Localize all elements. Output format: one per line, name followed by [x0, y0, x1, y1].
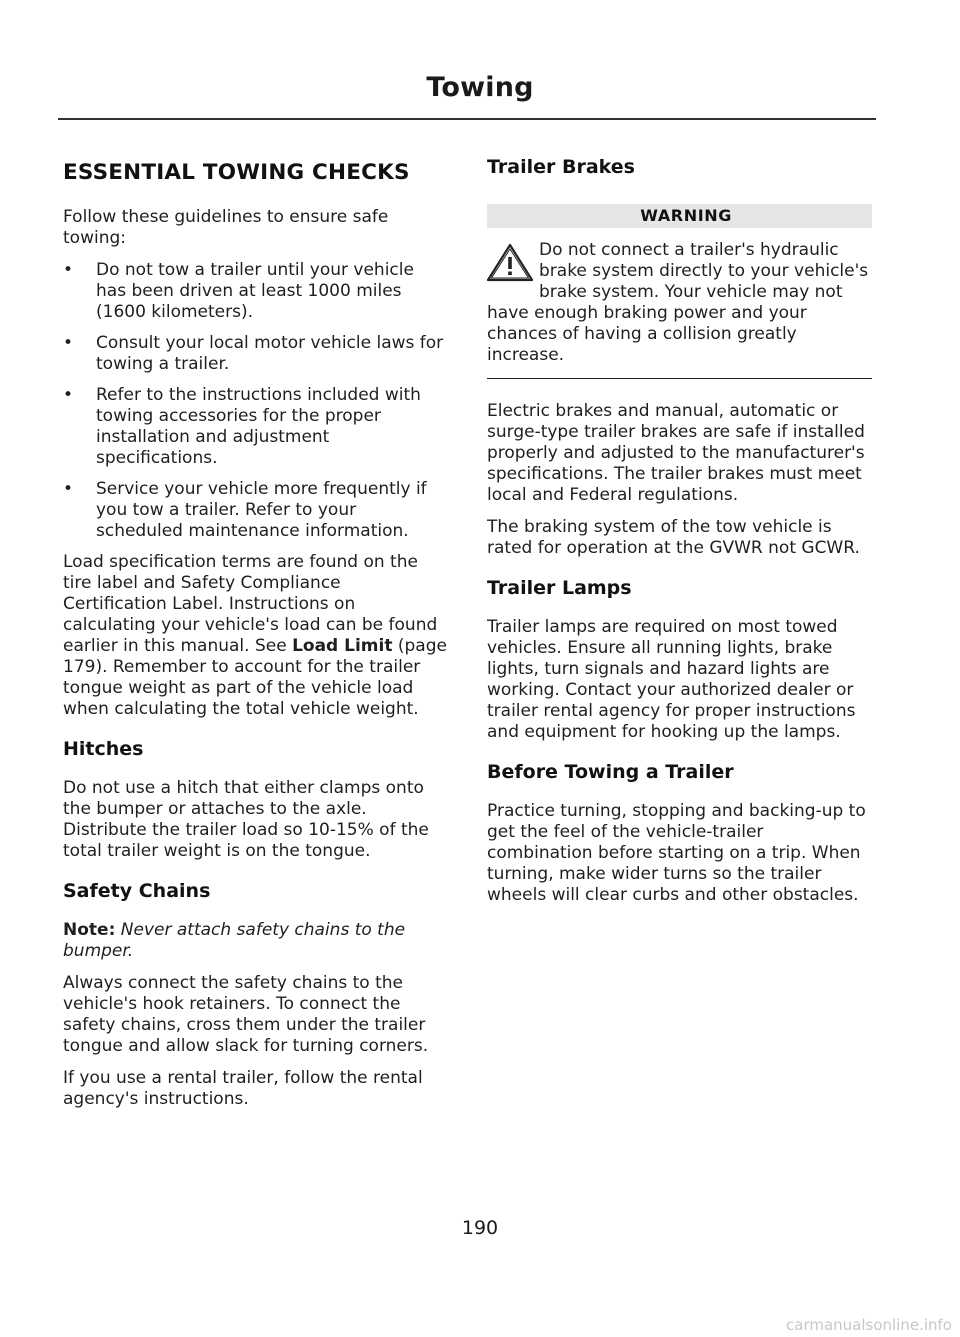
hitches-paragraph: Do not use a hitch that either clamps onto the bumper or attaches to the axle. Distribute the trailer load so 10-15% of the total trailer weight is on the tongue.	[63, 778, 429, 861]
load-text-before: Load specification terms are found on the tire label and Safety Compliance Certification Label. Instructions on calculating your vehicle's load can be found earlier in this manual. See	[63, 552, 438, 656]
rental-trailer-paragraph: If you use a rental trailer, follow the rental agency's instructions.	[63, 1068, 423, 1109]
page-header-title: Towing	[426, 72, 534, 103]
note-text: Never attach safety chains to the bumper.	[63, 920, 406, 961]
braking-system-paragraph: The braking system of the tow vehicle is rated for operation at the GVWR not GCWR.	[487, 517, 860, 558]
list-item-text: Do not tow a trailer until your vehicle has been driven at least 1000 miles (1600 kilometers).	[96, 260, 414, 322]
trailer-lamps-paragraph: Trailer lamps are required on most towed vehicles. Ensure all running lights, brake lights, turn signals and hazard lights are working. Contact your authorized dealer or trailer rental agency for proper instructions and equipment for hooking up the lamps.	[487, 617, 856, 742]
note-label: Note:	[63, 920, 116, 940]
bullet-glyph: •	[63, 385, 74, 405]
page-number: 190	[461, 1217, 499, 1239]
list-item	[63, 479, 448, 542]
section-title: ESSENTIAL TOWING CHECKS	[63, 160, 410, 185]
list-item	[63, 333, 448, 375]
warning-banner: WARNING	[487, 204, 872, 228]
safety-chains-heading: Safety Chains	[63, 880, 211, 902]
bullet-glyph: •	[63, 479, 74, 499]
checks-list	[63, 260, 448, 542]
hitches-heading: Hitches	[63, 738, 144, 760]
right-column	[487, 152, 872, 917]
trailer-brakes-heading: Trailer Brakes	[487, 156, 635, 178]
left-column	[63, 152, 448, 1121]
list-item	[63, 385, 448, 469]
warning-text: Do not connect a trailer's hydraulic brake system directly to your vehicle's brake system. Your vehicle may not have enough braking power and your chances of having a collision greatly increase.	[487, 240, 869, 365]
list-item-text: Service your vehicle more frequently if you tow a trailer. Refer to your scheduled maintenance information.	[96, 479, 427, 541]
before-towing-paragraph: Practice turning, stopping and backing-up to get the feel of the vehicle-trailer combination before starting on a trip. When turning, make wider turns so the trailer wheels will clear curbs and other obstacles.	[487, 801, 866, 905]
warning-box	[487, 240, 872, 366]
load-text-after: (page 179). Remember to account for the trailer tongue weight as part of the vehicle load when calculating the total vehicle weight.	[63, 636, 447, 719]
list-item-text: Consult your local motor vehicle laws for towing a trailer.	[96, 333, 444, 374]
trailer-lamps-heading: Trailer Lamps	[487, 577, 632, 599]
warning-divider	[487, 378, 872, 379]
intro-paragraph: Follow these guidelines to ensure safe towing:	[63, 207, 389, 248]
safety-chains-note	[63, 920, 448, 962]
before-towing-heading: Before Towing a Trailer	[487, 761, 734, 783]
safety-chains-paragraph: Always connect the safety chains to the vehicle's hook retainers. To connect the safety chains, cross them under the trailer tongue and allow slack for turning corners.	[63, 973, 429, 1056]
list-item-text: Refer to the instructions included with towing accessories for the proper installation and adjustment specifications.	[96, 385, 421, 468]
load-paragraph	[63, 552, 448, 720]
header-divider	[58, 118, 876, 120]
bullet-glyph: •	[63, 333, 74, 353]
warning-triangle-icon	[485, 242, 535, 284]
list-item	[63, 260, 448, 323]
load-limit-link[interactable]: Load Limit	[292, 636, 393, 656]
bullet-glyph: •	[63, 260, 74, 280]
trailer-brakes-paragraph: Electric brakes and manual, automatic or surge-type trailer brakes are safe if installed properly and adjusted to the manufacturer's specifications. The trailer brakes must meet local and Federal regulations.	[487, 401, 865, 505]
watermark: carmanualsonline.info	[786, 1316, 952, 1334]
